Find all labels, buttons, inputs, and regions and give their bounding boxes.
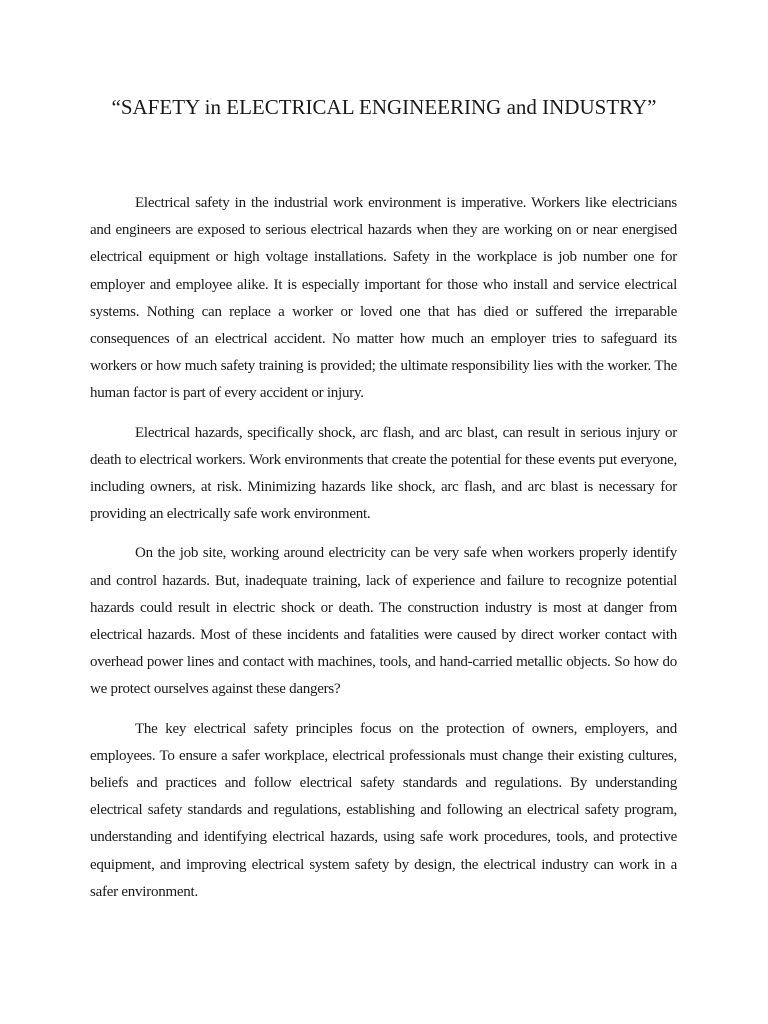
document-body (90, 190, 677, 918)
paragraph-job-site: On the job site, working around electricity can be very safe when workers properly identify and control hazards. But, inadequate training, lack of experience and failure to recognize potential hazards could result in electric shock or death. The construction industry is most at danger from electrical hazards. Most of these incidents and fatalities were caused by direct worker contact with overhead power lines and contact with machines, tools, and hand-carried metallic objects. So how do we protect ourselves against these dangers? (90, 545, 677, 698)
paragraph-hazards: Electrical hazards, specifically shock, arc flash, and arc blast, can result in serious injury or death to electrical workers. Work environments that create the potential for these events put everyone, including owners, at risk. Minimizing hazards like shock, arc flash, and arc blast is necessary for providing an electrically safe work environment. (90, 424, 677, 523)
paragraph-intro: Electrical safety in the industrial work environment is imperative. Workers like electricians and engineers are exposed to serious electrical hazards when they are working on or near energised electrical equipment or high voltage installations. Safety in the workplace is job number one for employer and employee alike. It is especially important for those who install and service electrical systems. Nothing can replace a worker or loved one that has died or suffered the irreparable consequences of an electrical accident. No matter how much an employer tries to safeguard its workers or how much safety training is provided; the ultimate responsibility lies with the worker. The human factor is part of every accident or injury. (90, 195, 677, 402)
paragraph-principles: The key electrical safety principles focus on the protection of owners, employers, and employees. To ensure a safer workplace, electrical professionals must change their existing cultures, beliefs and practices and follow electrical safety standards and regulations. By understanding electrical safety standards and regulations, establishing and following an electrical safety program, understanding and identifying electrical hazards, using safe work procedures, tools, and protective equipment, and improving electrical system safety by design, the electrical industry can work in a safer environment. (90, 720, 677, 900)
document-title: “SAFETY in ELECTRICAL ENGINEERING and INDUSTRY” (111, 95, 657, 119)
